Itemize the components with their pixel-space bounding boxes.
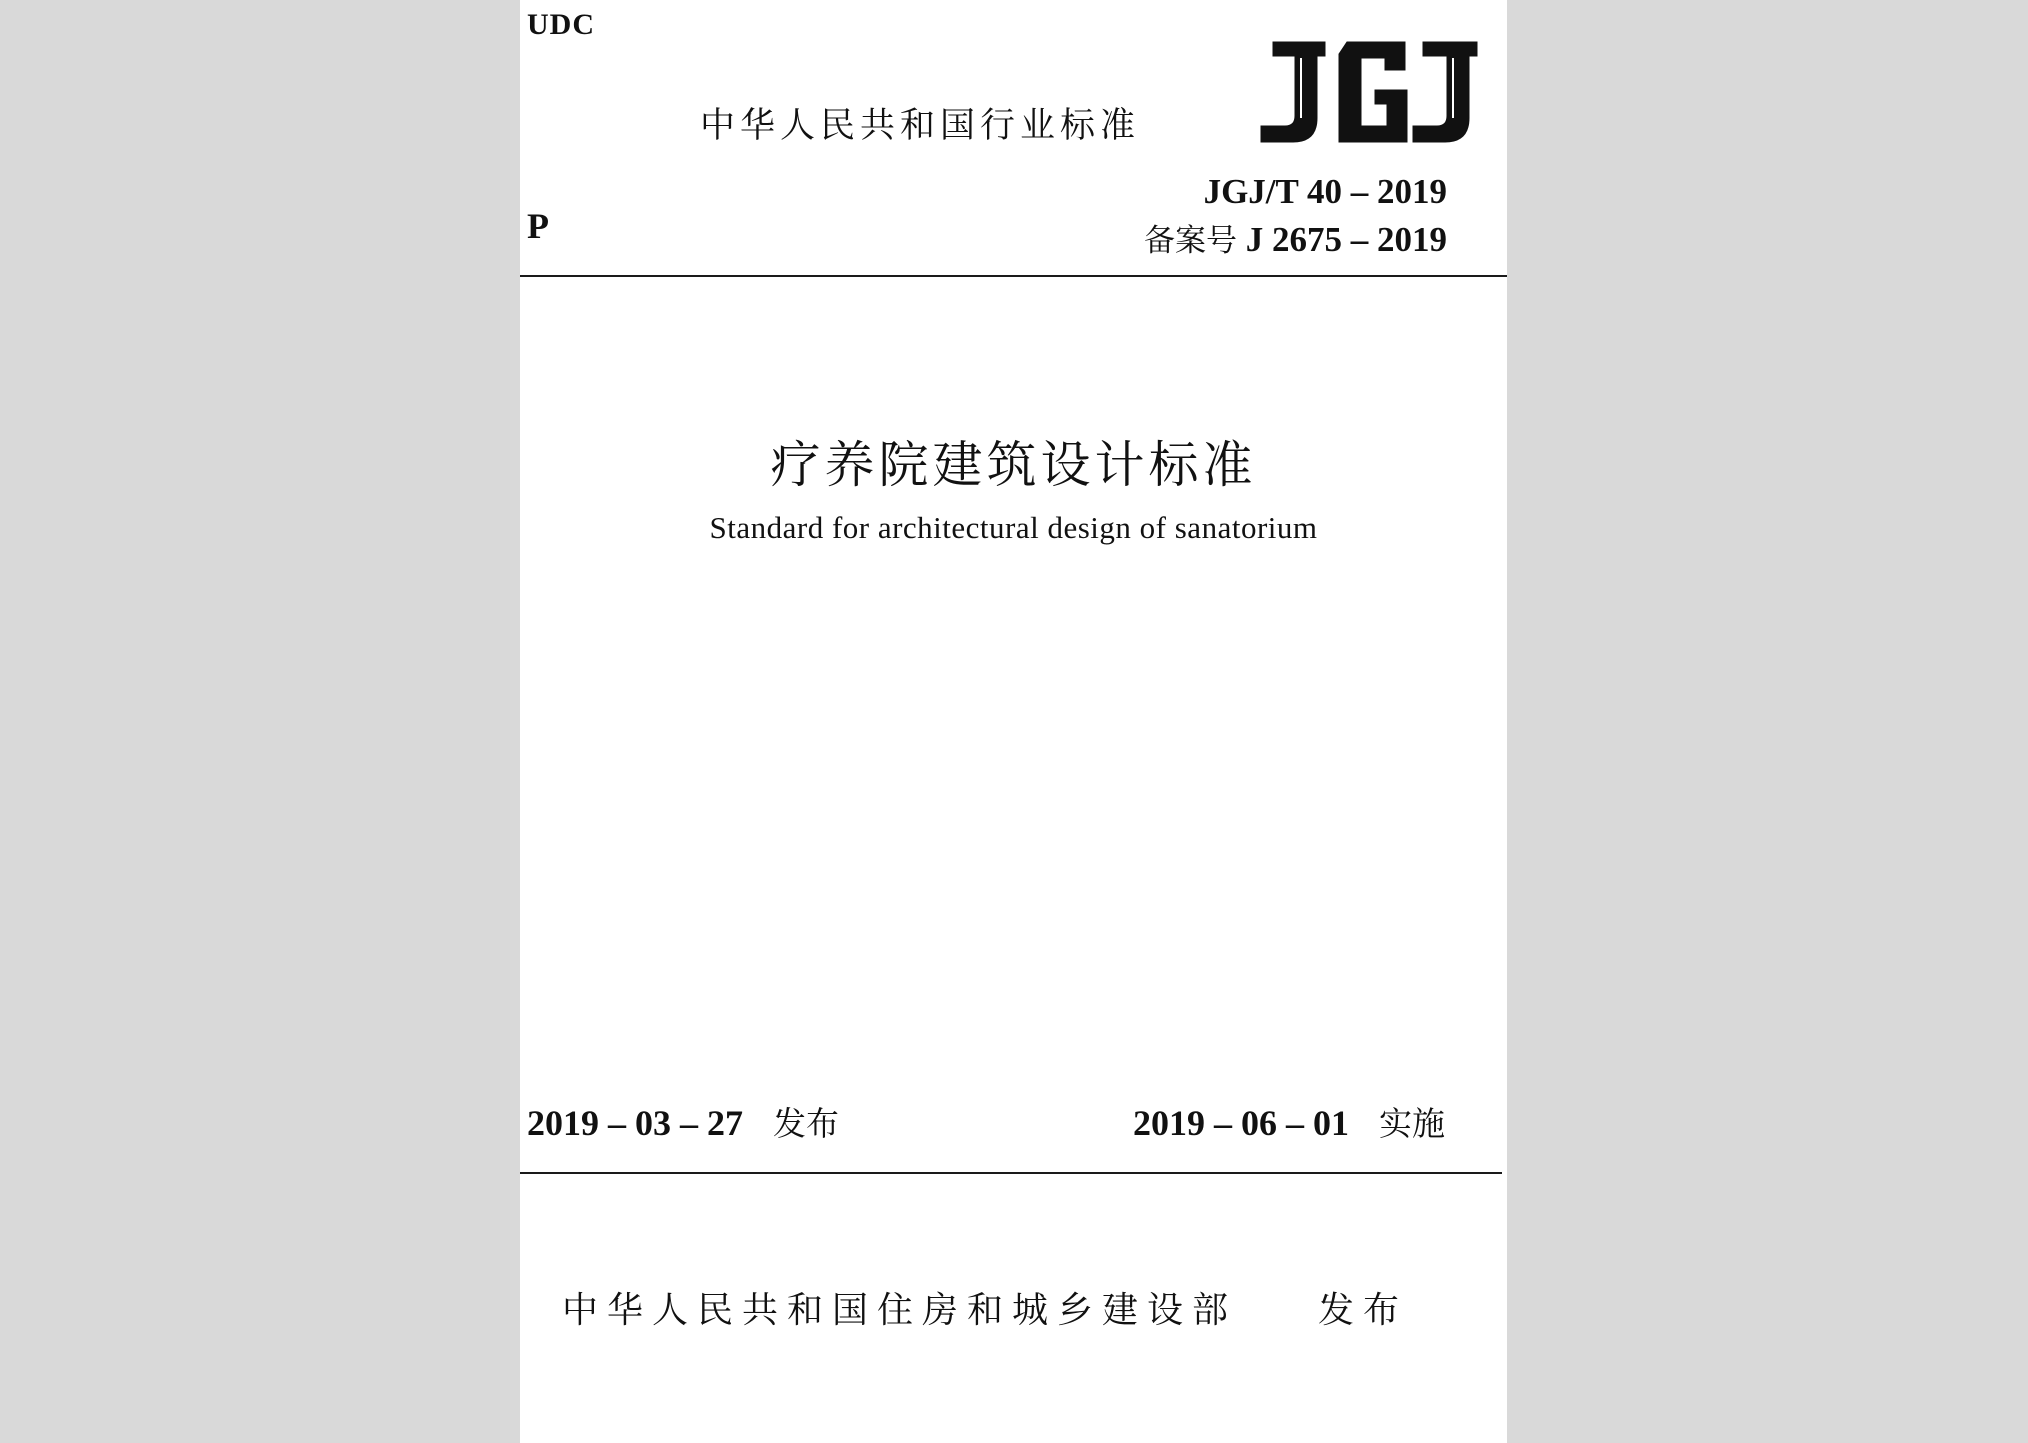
effective-date: 2019 – 06 – 01 xyxy=(1133,1103,1349,1143)
publish-date-line xyxy=(527,1098,839,1145)
standard-cover-page xyxy=(520,0,1507,1443)
top-divider xyxy=(520,275,1507,277)
issuing-ministry: 中华人民共和国住房和城乡建设部 xyxy=(562,1290,1238,1331)
standard-code: JGJ/T 40 – 2019 xyxy=(1203,172,1447,211)
publish-label: 发布 xyxy=(773,1104,839,1143)
effective-date-line xyxy=(1133,1098,1445,1145)
bottom-divider xyxy=(520,1172,1502,1174)
effective-label: 实施 xyxy=(1379,1104,1445,1143)
record-number: J 2675 – 2019 xyxy=(1245,220,1447,259)
issuing-action: 发布 xyxy=(1318,1290,1409,1331)
publish-date: 2019 – 03 – 27 xyxy=(527,1103,743,1143)
jgj-logo xyxy=(1255,34,1482,152)
category-letter: P xyxy=(527,206,549,246)
title-english: Standard for architectural design of sanatorium xyxy=(709,510,1318,545)
udc-label: UDC xyxy=(527,8,595,41)
industry-standard-heading: 中华人民共和国行业标准 xyxy=(700,106,1141,146)
title-chinese: 疗养院建筑设计标准 xyxy=(770,436,1257,494)
record-prefix: 备案号 xyxy=(1144,223,1237,259)
record-number-line xyxy=(1144,215,1447,260)
